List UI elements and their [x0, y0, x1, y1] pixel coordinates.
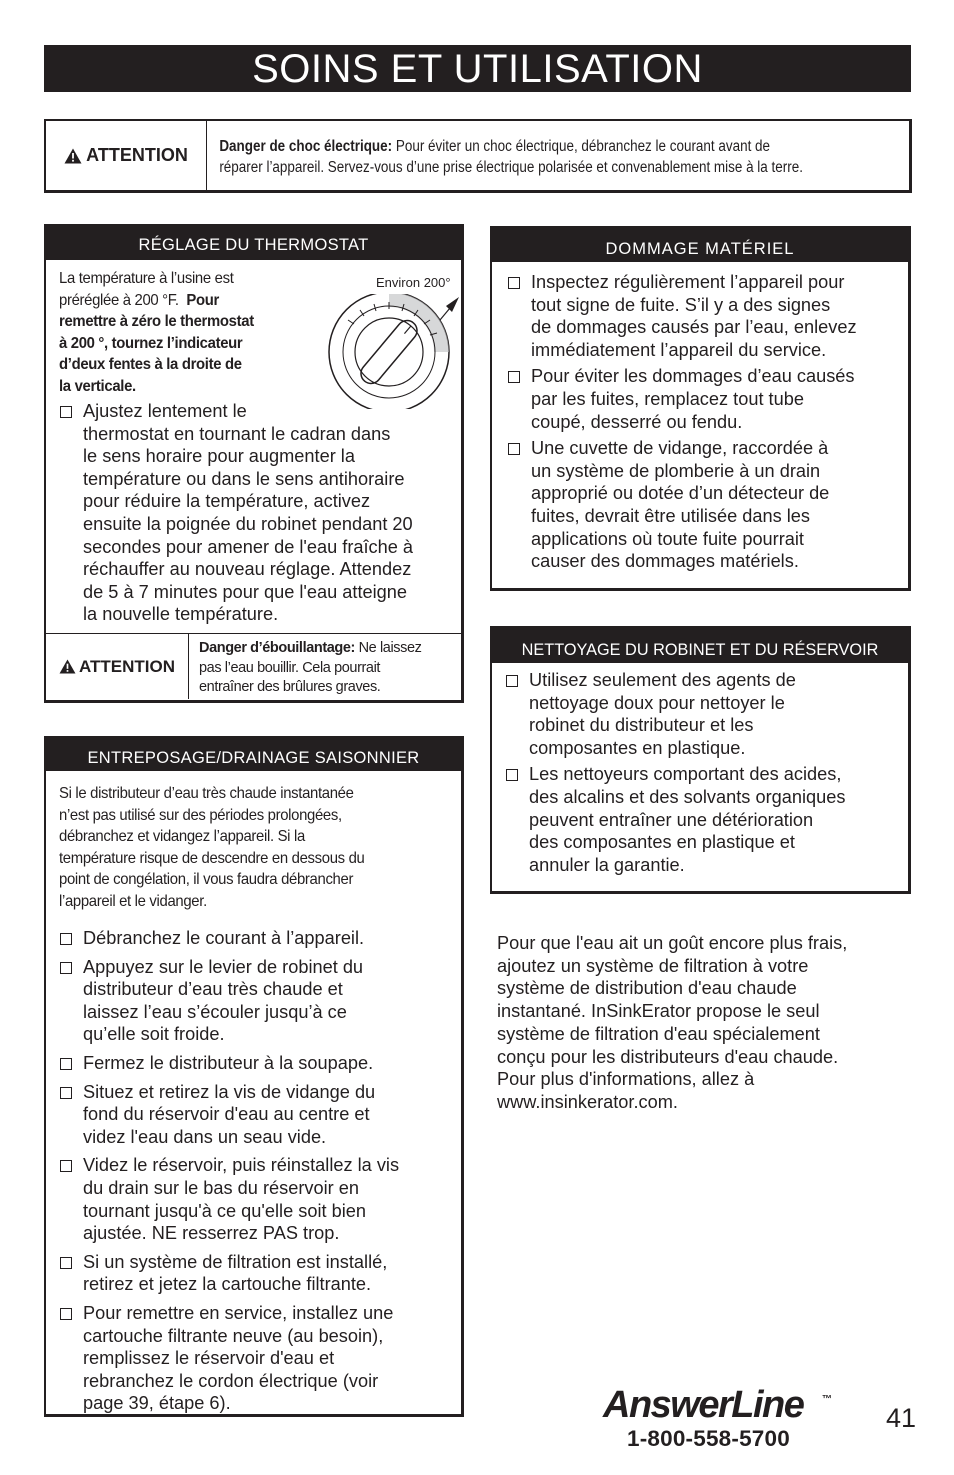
- list-item: Les nettoyeurs comportant des acides, des alcalins et des solvants organiques peuvent entraîner une détérioration des composantes en plastique et annuler la garantie.: [506, 763, 906, 876]
- checkbox-icon[interactable]: [508, 443, 520, 455]
- checkbox-icon[interactable]: [508, 371, 520, 383]
- warning-text: Danger d’ébouillantage: Ne laissez pas l’eau bouillir. Cela pourrait entraîner des brûlures graves.: [199, 640, 422, 695]
- checkbox-icon[interactable]: [60, 1058, 72, 1070]
- checkbox-icon[interactable]: [60, 933, 72, 945]
- storage-steps: [60, 927, 455, 1415]
- list-item: Pour éviter les dommages d’eau causés par les fuites, remplacez tout tube coupé, desserré ou fendu.: [508, 365, 908, 433]
- storage-intro: Si le distributeur d’eau très chaude instantanée n’est pas utilisé sur des périodes prolongées, débranchez et vidangez l’appareil. Si la température risque de descendre en dessous du point de congélation, il vous faudra débrancher l’appareil et le vidanger.: [59, 785, 365, 910]
- damage-section: [490, 226, 911, 591]
- electric-shock-warning: [44, 119, 912, 193]
- trademark-symbol: ™: [822, 1394, 832, 1405]
- answerline-logo: AnswerLine: [603, 1384, 804, 1426]
- thermostat-intro: La température à l’usine est préréglée à 200 °F. Pour remettre à zéro le thermostat à 200 °, tournez l’indicateur d’deux fentes à la droite de la verticale.: [59, 270, 254, 395]
- list-item: Si un système de filtration est installé, retirez et jetez la cartouche filtrante.: [60, 1251, 455, 1296]
- checkbox-icon[interactable]: [60, 406, 72, 418]
- list-item: Appuyez sur le levier de robinet du distributeur d’eau très chaude et laissez l’eau s’écouler jusqu’à ce qu’elle soit froide.: [60, 956, 455, 1046]
- thermostat-section: [44, 224, 464, 703]
- section-heading: NETTOYAGE DU ROBINET ET DU RÉSERVOIR: [492, 628, 908, 663]
- list-item: Inspectez régulièrement l’appareil pour tout signe de fuite. S’il y a des signes de dommages causés par l’eau, enlevez immédiatement l’appareil du service.: [508, 271, 908, 361]
- page-title: SOINS ET UTILISATION: [44, 45, 911, 92]
- warning-triangle-icon: [64, 148, 82, 164]
- checkbox-icon[interactable]: [60, 1160, 72, 1172]
- list-item: Fermez le distributeur à la soupape.: [60, 1052, 455, 1075]
- checkbox-icon[interactable]: [60, 1257, 72, 1269]
- page-number: 41: [886, 1403, 917, 1433]
- list-item: Utilisez seulement des agents de nettoyage doux pour nettoyer le robinet du distributeur et les composantes en plastique.: [506, 669, 906, 759]
- list-item: Situez et retirez la vis de vidange du fond du réservoir d'eau au centre et videz l'eau dans un seau vide.: [60, 1081, 455, 1149]
- checkbox-icon[interactable]: [506, 769, 518, 781]
- list-item: Videz le réservoir, puis réinstallez la vis du drain sur le bas du réservoir en tournant jusqu'à ce qu'elle soit bien ajustée. NE resserrez PAS trop.: [60, 1154, 455, 1244]
- thermostat-dial-icon: [324, 294, 464, 409]
- checkbox-icon[interactable]: [60, 962, 72, 974]
- warning-text: Danger de choc électrique: Pour éviter un choc électrique, débranchez le courant avant de réparer l’appareil. Servez-vous d’une prise électrique polarisée et convenablement mise à la terre.: [219, 138, 803, 176]
- scald-warning: [46, 633, 461, 699]
- section-heading: DOMMAGE MATÉRIEL: [492, 228, 908, 262]
- phone-number: 1-800-558-5700: [627, 1426, 790, 1451]
- damage-items: [508, 271, 908, 573]
- cleaning-items: [506, 669, 906, 876]
- checkbox-icon[interactable]: [506, 675, 518, 687]
- section-heading: RÉGLAGE DU THERMOSTAT: [46, 226, 461, 260]
- cleaning-section: [490, 626, 911, 894]
- thermostat-step: Ajustez lentement le thermostat en tournant le cadran dans le sens horaire pour augmenter la température ou dans le sens antihoraire pour réduire la température, activez ensuite la poignée du robinet pendant 20 secondes pour amener de l'eau fraîche à réchauffer au nouveau réglage. Attendez de 5 à 7 minutes pour que l'eau atteigne la nouvelle température.: [60, 400, 478, 626]
- list-item: Une cuvette de vidange, raccordée à un système de plomberie à un drain approprié ou dotée d’un détecteur de fuites, devrait être utilisée dans les applications où toute fuite pourrait causer des dommages matériels.: [508, 437, 908, 573]
- checkbox-icon[interactable]: [60, 1308, 72, 1320]
- filtration-note: Pour que l'eau ait un goût encore plus frais, ajoutez un système de filtration à votre système de distribution d'eau chaude instantané. InSinkErator propose le seul système de filtration d'eau spécialement conçu pour les distributeurs d'eau chaude. Pour plus d'informations, allez à www.insinkerator.com.: [497, 933, 848, 1112]
- list-item: Débranchez le courant à l’appareil.: [60, 927, 455, 950]
- checkbox-icon[interactable]: [60, 1087, 72, 1099]
- checkbox-icon[interactable]: [508, 277, 520, 289]
- section-heading: ENTREPOSAGE/DRAINAGE SAISONNIER: [46, 738, 461, 771]
- warning-triangle-icon: [59, 659, 76, 674]
- warning-label: ATTENTION: [46, 634, 189, 699]
- dial-label: Environ 200°: [376, 275, 451, 290]
- storage-section: [44, 736, 464, 1417]
- warning-label: ATTENTION: [46, 121, 207, 190]
- list-item: Pour remettre en service, installez une cartouche filtrante neuve (au besoin), remplissez le réservoir d'eau et rebranchez le cordon électrique (voir page 39, étape 6).: [60, 1302, 455, 1415]
